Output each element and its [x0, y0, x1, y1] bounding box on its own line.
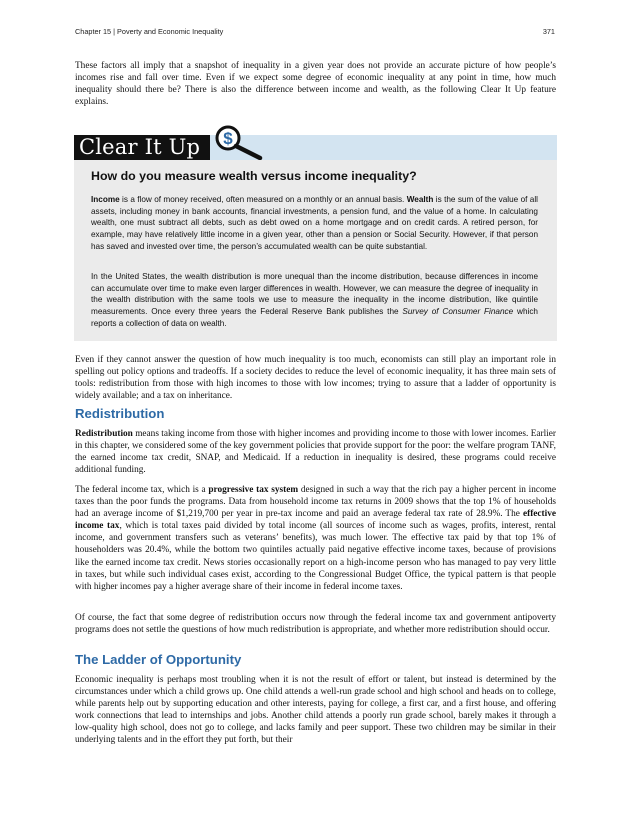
redistribution-paragraph-2: The federal income tax, which is a progressive tax system designed in such a way that the rich pay a higher percent in income taxes than the poor funds the programs. Data from household income tax returns in 2009 shows that the top 1% of households had an average income of $1,219,700 per year in pre-tax income and paid an average federal tax rate of 28.9%. The effective income tax, which is total taxes paid divided by total income (all sources of income such as wages, profits, interest, rental income, and government transfers such as veterans’ benefits), was much lower. The effective tax paid by that top 1% of householders was 20.4%, while the bottom two quintiles actually paid negative effective income taxes, because of provisions like the earned income tax credit. News stories occasionally report on a high-income person who has managed to pay very little in taxes, but while such individual cases exist, according to the Congressional Budget Office, the typical pattern is that people with higher incomes pay a higher average share of their income in federal income taxes.	[75, 485, 556, 592]
term-progressive-tax: progressive tax system	[208, 485, 299, 495]
term-redistribution: Redistribution	[75, 429, 133, 439]
intro-paragraph: These factors all imply that a snapshot of inequality in a given year does not provide an accurate picture of how people’s incomes rise and fall over time. Even if we expect some degree of economic inequality at any point in time, how much inequality should there be? There is also the difference between income and wealth, as the following Clear It Up feature explains.	[75, 61, 556, 108]
callout-paragraph-1: Income is a flow of money received, often measured on a monthly or an annual basis. Wealth is the sum of the value of all assets, including money in bank accounts, financial investments, a pension fund, and the value of a home. In calculating wealth, one must subtract all debts, such as debt owed on a home mortgage and on credit cards. A retired person, for example, may have relatively little income in a given year, other than a pension or Social Security. However, if that person has saved and invested over time, the person’s accumulated wealth can be quite substantial.	[91, 195, 539, 251]
term-income: Income	[91, 195, 120, 204]
ladder-paragraph-1: Economic inequality is perhaps most troubling when it is not the result of effort or talent, but instead is determined by the circumstances under which a child grows up. One child attends a well-run grade school and high school and heads on to college, while parents help out by supporting education and other interests, paying for college, a first car, and a first house, and offering work connections that lead to internships and jobs. Another child attends a poorly run grade school, barely makes it through a low-quality high school, does not go to college, and lacks family and peer support. These two children may be similar in their underlying talents and in the effort they put forth, but their	[75, 675, 556, 746]
callout-label: Clear It Up	[74, 135, 210, 160]
term-effective-income-tax: effective income tax	[75, 509, 556, 532]
chapter-title: Chapter 15 | Poverty and Economic Inequality	[75, 27, 224, 36]
callout-body	[74, 160, 557, 341]
dollar-glyph: $	[223, 129, 233, 148]
page-number: 371	[542, 27, 555, 36]
term-wealth: Wealth	[406, 195, 434, 204]
heading-ladder-of-opportunity: The Ladder of Opportunity	[75, 652, 242, 667]
heading-redistribution: Redistribution	[75, 406, 165, 421]
clear-it-up-callout	[74, 125, 557, 341]
survey-title: Survey of Consumer Finance	[402, 307, 514, 317]
redistribution-paragraph-1: Redistribution means taking income from those with higher incomes and providing income to those with lower incomes. Earlier in this chapter, we considered some of the key government policies that provide support for the poor: the welfare program TANF, the earned income tax credit, SNAP, and Medicaid. If a reduction in inequality is desired, these programs could receive additional funding.	[75, 429, 556, 476]
callout-question: How do you measure wealth versus income inequality?	[91, 169, 417, 183]
redistribution-paragraph-3: Of course, the fact that some degree of redistribution occurs now through the federal income tax and government antipoverty programs does not settle the questions of how much redistribution is appropriate, and whether more redistribution should occur.	[75, 613, 556, 636]
magnifier-dollar-icon	[209, 125, 263, 161]
policy-tools-paragraph: Even if they cannot answer the question of how much inequality is too much, economists can still play an important role in spelling out policy options and tradeoffs. If a society decides to reduce the level of economic inequality, it has three main sets of tools: redistribution from those with high incomes to those with low incomes; trying to assure that a ladder of opportunity is widely available; and a tax on inheritance.	[75, 355, 556, 402]
callout-paragraph-2: In the United States, the wealth distribution is more unequal than the income distribution, because differences in income can accumulate over time to make even larger differences in wealth. However, we can measure the degree of inequality in the wealth distribution with the same tools we use to measure the inequality in the income distribution, like quintile measurements. Once every three years the Federal Reserve Bank publishes the Survey of Consumer Finance which reports a collection of data on wealth.	[91, 272, 538, 328]
